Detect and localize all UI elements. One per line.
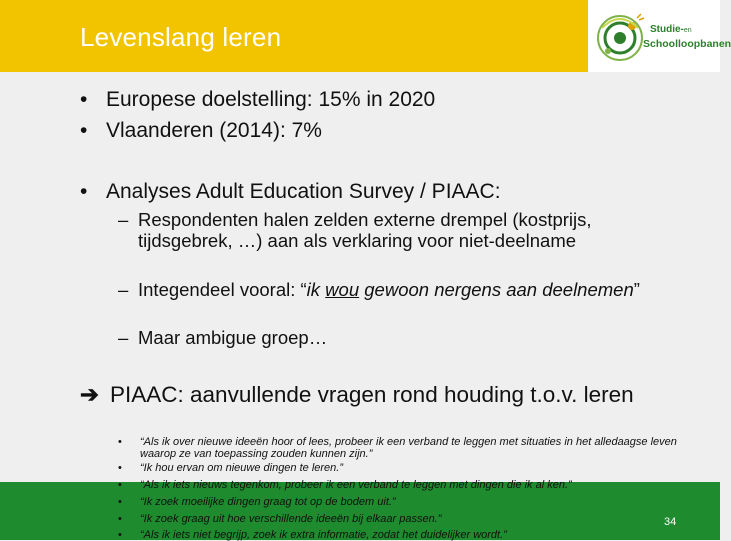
quote-text: “Ik hou ervan om nieuwe dingen te leren.” xyxy=(140,462,344,474)
quote-item xyxy=(118,479,678,491)
bullet-dot-icon: • xyxy=(118,496,122,508)
sub-bullet-text: Maar ambigue groep… xyxy=(138,327,328,348)
quote-item xyxy=(118,513,678,525)
logo-emblem-icon xyxy=(592,6,648,68)
quote-text: “Als ik iets nieuws tegenkom, probeer ik een verband te leggen met dingen die ik al ken.” xyxy=(140,479,572,491)
slide-title: Levenslang leren xyxy=(80,22,282,52)
page-number: 34 xyxy=(664,516,677,528)
quote-text: “Ik zoek graag uit hoe verschillende ideeën bij elkaar passen.” xyxy=(140,513,442,525)
quote-text: “Ik zoek moeilijke dingen graag tot op de bodem uit.” xyxy=(140,496,396,508)
bullet-dot-icon: • xyxy=(118,513,122,525)
quote-text: “Als ik iets niet begrijp, zoek ik extra informatie, zodat het duidelijker wordt.” xyxy=(140,529,507,541)
quote-item xyxy=(118,496,678,508)
bullet-dot-icon: • xyxy=(80,88,88,111)
sub-bullet-item: – Integendeel vooral: “ik wou gewoon nergens aan deelnemen” xyxy=(118,279,678,300)
logo-text-line1: Studie-en xyxy=(650,24,692,35)
logo xyxy=(588,0,731,72)
quote-item xyxy=(118,436,678,460)
quote-text: “Als ik over nieuwe ideeën hoor of lees, probeer ik een verband te leggen met situaties in het alledaagse leven waarop ze van toepassing zouden kunnen zijn.” xyxy=(140,436,677,460)
quote-item xyxy=(118,462,678,474)
bullet-text: Analyses Adult Education Survey / PIAAC: xyxy=(106,180,501,203)
quote-item xyxy=(118,529,678,541)
bullet-dot-icon: • xyxy=(80,180,88,203)
arrow-right-icon: ➔ xyxy=(80,382,99,407)
sub-bullet-item: – Respondenten halen zelden externe drempel (kostprijs, tijdsgebrek, …) aan als verklaring voor niet-deelname xyxy=(118,209,678,251)
bullet-text: Europese doelstelling: 15% in 2020 xyxy=(106,88,436,111)
bullet-dot-icon: • xyxy=(118,462,122,474)
bullet-dot-icon: • xyxy=(118,436,122,448)
arrow-heading xyxy=(80,382,690,407)
sub-bullet-text: Integendeel vooral: “ik wou gewoon nergens aan deelnemen” xyxy=(138,279,640,300)
bullet-text: Vlaanderen (2014): 7% xyxy=(106,119,322,142)
arrow-heading-text: PIAAC: aanvullende vragen rond houding t.o.v. leren xyxy=(110,382,634,407)
bullet-dot-icon: • xyxy=(118,479,122,491)
sub-bullet-text: Respondenten halen zelden externe drempel (kostprijs, tijdsgebrek, …) aan als verklaring voor niet-deelname xyxy=(138,209,592,251)
bullet-dot-icon: • xyxy=(118,529,122,541)
sub-bullet-item: – Maar ambigue groep… xyxy=(118,327,678,348)
title-bar xyxy=(0,0,731,72)
logo-text-line2: Schoolloopbanen xyxy=(643,38,731,50)
bullet-dot-icon: • xyxy=(80,119,88,142)
